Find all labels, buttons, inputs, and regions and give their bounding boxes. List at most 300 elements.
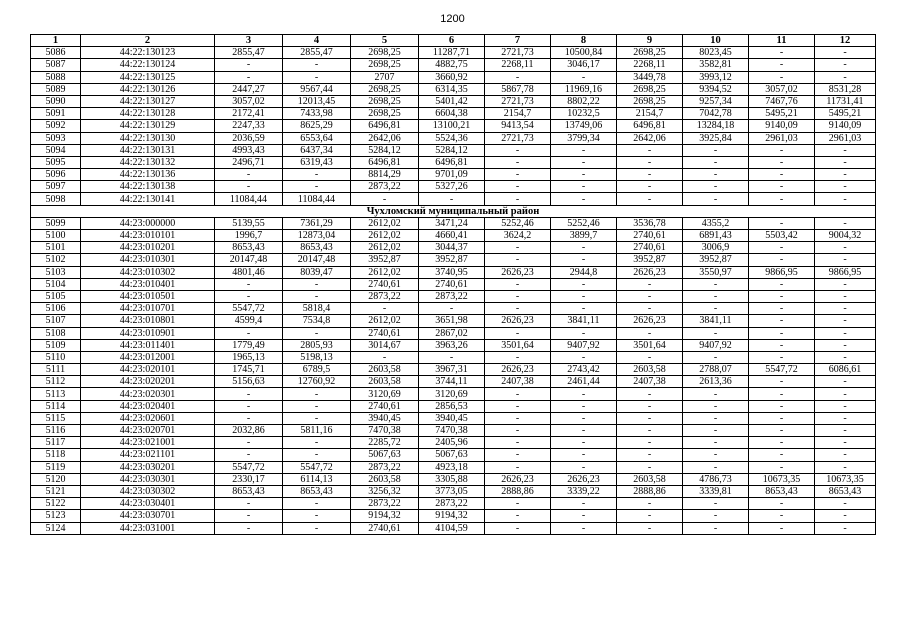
- table-cell: -: [749, 388, 815, 400]
- table-cell: -: [815, 351, 876, 363]
- table-cell: -: [283, 71, 351, 83]
- table-cell: -: [551, 290, 617, 302]
- table-cell: -: [617, 412, 683, 424]
- table-cell: 44:23:020101: [81, 364, 215, 376]
- table-cell: 2740,61: [419, 278, 485, 290]
- table-row: [31, 59, 876, 71]
- table-cell: 5101: [31, 242, 81, 254]
- table-cell: 2698,25: [351, 95, 419, 107]
- table-cell: -: [617, 193, 683, 205]
- table-cell: -: [815, 169, 876, 181]
- table-cell: 44:22:130126: [81, 83, 215, 95]
- table-cell: -: [551, 400, 617, 412]
- table-cell: -: [617, 181, 683, 193]
- table-row: [31, 254, 876, 266]
- table-cell: -: [749, 71, 815, 83]
- table-cell: -: [485, 156, 551, 168]
- table-cell: -: [215, 510, 283, 522]
- table-row: [31, 315, 876, 327]
- table-cell: 3582,81: [683, 59, 749, 71]
- table-cell: -: [683, 303, 749, 315]
- table-cell: 8814,29: [351, 169, 419, 181]
- table-cell: 6496,81: [419, 156, 485, 168]
- table-cell: 2721,73: [485, 47, 551, 59]
- table-cell: 13749,06: [551, 120, 617, 132]
- table-cell: 44:23:030201: [81, 461, 215, 473]
- table-cell: -: [215, 181, 283, 193]
- section-row: [31, 205, 876, 217]
- table-row: [31, 449, 876, 461]
- table-cell: 3471,24: [419, 217, 485, 229]
- table-cell: -: [351, 303, 419, 315]
- table-cell: -: [215, 388, 283, 400]
- table-cell: 11969,16: [551, 83, 617, 95]
- table-cell: 44:22:130127: [81, 95, 215, 107]
- table-cell: -: [815, 510, 876, 522]
- table-cell: 2613,36: [683, 376, 749, 388]
- table-row: [31, 388, 876, 400]
- column-header: 3: [215, 35, 283, 47]
- table-cell: -: [485, 254, 551, 266]
- table-cell: -: [749, 181, 815, 193]
- table-cell: 3952,87: [617, 254, 683, 266]
- table-row: [31, 144, 876, 156]
- table-cell: 2036,59: [215, 132, 283, 144]
- table-cell: 44:23:010501: [81, 290, 215, 302]
- table-cell: 4882,75: [419, 59, 485, 71]
- table-cell: 2626,23: [485, 266, 551, 278]
- table-cell: 44:22:130131: [81, 144, 215, 156]
- table-cell: 6496,81: [351, 156, 419, 168]
- table-cell: 2698,25: [617, 47, 683, 59]
- table-cell: 2642,06: [617, 132, 683, 144]
- table-cell: 44:23:031001: [81, 522, 215, 534]
- table-cell: -: [749, 522, 815, 534]
- table-row: [31, 510, 876, 522]
- table-cell: 6114,13: [283, 473, 351, 485]
- table-header: [31, 35, 876, 47]
- table-cell: -: [419, 193, 485, 205]
- table-cell: -: [815, 193, 876, 205]
- table-cell: -: [749, 47, 815, 59]
- table-cell: -: [683, 510, 749, 522]
- table-cell: -: [617, 425, 683, 437]
- table-cell: 44:22:130136: [81, 169, 215, 181]
- table-cell: 2172,41: [215, 108, 283, 120]
- table-cell: 5090: [31, 95, 81, 107]
- table-cell: 3057,02: [215, 95, 283, 107]
- table-cell: 44:22:130130: [81, 132, 215, 144]
- table-cell: 2626,23: [617, 266, 683, 278]
- table-cell: 2740,61: [617, 230, 683, 242]
- table-cell: 9567,44: [283, 83, 351, 95]
- section-heading-group: [31, 205, 876, 217]
- column-header: 9: [617, 35, 683, 47]
- table-cell: 2740,61: [351, 400, 419, 412]
- table-cell: 5105: [31, 290, 81, 302]
- table-cell: 4993,43: [215, 144, 283, 156]
- table-cell: 2626,23: [485, 473, 551, 485]
- table-cell: 3940,45: [351, 412, 419, 424]
- table-row: [31, 83, 876, 95]
- table-cell: 5087: [31, 59, 81, 71]
- table-cell: -: [485, 303, 551, 315]
- table-cell: 2612,02: [351, 230, 419, 242]
- table-cell: -: [815, 376, 876, 388]
- table-cell: 44:23:030401: [81, 498, 215, 510]
- column-header: 8: [551, 35, 617, 47]
- table-cell: 3550,97: [683, 266, 749, 278]
- table-cell: -: [215, 449, 283, 461]
- table-cell: 2698,25: [617, 95, 683, 107]
- table-cell: 2285,72: [351, 437, 419, 449]
- table-cell: 4599,4: [215, 315, 283, 327]
- table-cell: 2612,02: [351, 242, 419, 254]
- table-cell: -: [551, 254, 617, 266]
- table-cell: 6604,38: [419, 108, 485, 120]
- table-cell: 5106: [31, 303, 81, 315]
- table-cell: -: [815, 181, 876, 193]
- table-cell: 5109: [31, 339, 81, 351]
- table-cell: -: [215, 59, 283, 71]
- table-cell: -: [815, 290, 876, 302]
- table-cell: 3256,32: [351, 485, 419, 497]
- table-cell: -: [485, 449, 551, 461]
- table-cell: 2407,38: [617, 376, 683, 388]
- table-row: [31, 498, 876, 510]
- table-row: [31, 266, 876, 278]
- table-cell: -: [283, 327, 351, 339]
- table-cell: 2873,22: [351, 461, 419, 473]
- table-cell: -: [551, 412, 617, 424]
- table-cell: -: [215, 400, 283, 412]
- table-cell: -: [749, 254, 815, 266]
- table-cell: -: [215, 290, 283, 302]
- table-cell: 44:23:011401: [81, 339, 215, 351]
- table-cell: 5114: [31, 400, 81, 412]
- table-cell: -: [683, 437, 749, 449]
- table-cell: 44:23:010701: [81, 303, 215, 315]
- table-cell: -: [617, 278, 683, 290]
- table-cell: 2405,96: [419, 437, 485, 449]
- table-cell: -: [215, 71, 283, 83]
- table-cell: -: [749, 412, 815, 424]
- table-row: [31, 303, 876, 315]
- table-cell: -: [683, 327, 749, 339]
- table-row: [31, 376, 876, 388]
- table-cell: 1996,7: [215, 230, 283, 242]
- header-row: [31, 35, 876, 47]
- table-row: [31, 278, 876, 290]
- table-cell: 5107: [31, 315, 81, 327]
- table-cell: -: [551, 351, 617, 363]
- table-cell: 5093: [31, 132, 81, 144]
- table-cell: 8039,47: [283, 266, 351, 278]
- table-cell: 2873,22: [351, 181, 419, 193]
- table-cell: 5067,63: [351, 449, 419, 461]
- table-cell: 8625,29: [283, 120, 351, 132]
- table-cell: 9194,32: [351, 510, 419, 522]
- table-cell: 2154,7: [617, 108, 683, 120]
- table-cell: -: [683, 193, 749, 205]
- table-cell: -: [551, 461, 617, 473]
- table-cell: 44:23:000000: [81, 217, 215, 229]
- table-cell: -: [551, 193, 617, 205]
- table-cell: 3014,67: [351, 339, 419, 351]
- table-cell: -: [749, 400, 815, 412]
- table-cell: 2721,73: [485, 132, 551, 144]
- table-cell: 44:23:010401: [81, 278, 215, 290]
- table-cell: -: [551, 278, 617, 290]
- column-header: 11: [749, 35, 815, 47]
- table-cell: 5116: [31, 425, 81, 437]
- table-cell: 1745,71: [215, 364, 283, 376]
- table-cell: 5119: [31, 461, 81, 473]
- table-cell: -: [419, 351, 485, 363]
- table-cell: -: [485, 169, 551, 181]
- table-cell: 2888,86: [485, 485, 551, 497]
- table-cell: 5088: [31, 71, 81, 83]
- column-header: 4: [283, 35, 351, 47]
- table-cell: 7534,8: [283, 315, 351, 327]
- table-cell: 2603,58: [617, 364, 683, 376]
- table-cell: 9140,09: [749, 120, 815, 132]
- table-cell: -: [283, 290, 351, 302]
- table-row: [31, 169, 876, 181]
- table-cell: 3006,9: [683, 242, 749, 254]
- table-cell: -: [683, 425, 749, 437]
- table-cell: -: [551, 181, 617, 193]
- table-cell: 20147,48: [283, 254, 351, 266]
- table-cell: 5867,78: [485, 83, 551, 95]
- table-cell: 44:23:020601: [81, 412, 215, 424]
- table-cell: -: [283, 400, 351, 412]
- table-cell: 5099: [31, 217, 81, 229]
- table-cell: -: [815, 449, 876, 461]
- table-row: [31, 193, 876, 205]
- table-cell: 2873,22: [419, 290, 485, 302]
- table-cell: 7470,38: [419, 425, 485, 437]
- table-cell: -: [283, 169, 351, 181]
- column-header: 1: [31, 35, 81, 47]
- table-cell: 3967,31: [419, 364, 485, 376]
- table-cell: -: [749, 437, 815, 449]
- table-cell: -: [683, 181, 749, 193]
- table-cell: 6086,61: [815, 364, 876, 376]
- table-cell: 1965,13: [215, 351, 283, 363]
- table-cell: -: [551, 437, 617, 449]
- table-cell: 9257,34: [683, 95, 749, 107]
- table-cell: -: [485, 278, 551, 290]
- table-cell: 5547,72: [215, 461, 283, 473]
- table-cell: -: [215, 412, 283, 424]
- table-cell: 44:23:010301: [81, 254, 215, 266]
- table-cell: -: [749, 449, 815, 461]
- table-cell: 9701,09: [419, 169, 485, 181]
- table-cell: 5102: [31, 254, 81, 266]
- table-cell: 2944,8: [551, 266, 617, 278]
- table-row: [31, 485, 876, 497]
- table-cell: -: [749, 498, 815, 510]
- table-cell: -: [749, 315, 815, 327]
- table-cell: -: [215, 327, 283, 339]
- table-cell: 44:23:020401: [81, 400, 215, 412]
- table-cell: 3841,11: [551, 315, 617, 327]
- table-cell: 3952,87: [419, 254, 485, 266]
- table-cell: 5327,26: [419, 181, 485, 193]
- table-cell: -: [485, 461, 551, 473]
- table-cell: 9004,32: [815, 230, 876, 242]
- table-cell: -: [617, 388, 683, 400]
- table-cell: -: [617, 290, 683, 302]
- column-header: 2: [81, 35, 215, 47]
- table-cell: 3046,17: [551, 59, 617, 71]
- table-cell: -: [283, 498, 351, 510]
- table-cell: 2268,11: [485, 59, 551, 71]
- table-cell: 3501,64: [485, 339, 551, 351]
- table-cell: -: [551, 327, 617, 339]
- table-cell: 2873,22: [419, 498, 485, 510]
- table-cell: 44:23:030302: [81, 485, 215, 497]
- table-cell: -: [815, 400, 876, 412]
- table-cell: 5124: [31, 522, 81, 534]
- table-cell: -: [683, 498, 749, 510]
- table-cell: 3044,37: [419, 242, 485, 254]
- table-row: [31, 120, 876, 132]
- table-cell: 44:23:020201: [81, 376, 215, 388]
- table-cell: -: [815, 412, 876, 424]
- table-row: [31, 473, 876, 485]
- table-cell: 2961,03: [815, 132, 876, 144]
- table-cell: 8653,43: [215, 242, 283, 254]
- table-cell: -: [683, 351, 749, 363]
- table-cell: 3305,88: [419, 473, 485, 485]
- table-cell: -: [551, 242, 617, 254]
- table-cell: 44:22:130123: [81, 47, 215, 59]
- table-cell: -: [815, 144, 876, 156]
- table-cell: 6496,81: [617, 120, 683, 132]
- table-cell: -: [815, 217, 876, 229]
- table-cell: 2856,53: [419, 400, 485, 412]
- table-cell: 10232,5: [551, 108, 617, 120]
- table-cell: 5156,63: [215, 376, 283, 388]
- table-cell: 44:23:021101: [81, 449, 215, 461]
- table-cell: 11084,44: [215, 193, 283, 205]
- table-cell: 6314,35: [419, 83, 485, 95]
- table-cell: -: [283, 388, 351, 400]
- table-cell: 8802,22: [551, 95, 617, 107]
- table-body-kostroma-district: [31, 47, 876, 205]
- table-cell: 3339,81: [683, 485, 749, 497]
- table-cell: 5117: [31, 437, 81, 449]
- table-cell: -: [815, 522, 876, 534]
- table-cell: 2447,27: [215, 83, 283, 95]
- table-cell: -: [617, 510, 683, 522]
- table-cell: -: [815, 59, 876, 71]
- table-row: [31, 522, 876, 534]
- table-cell: 4355,2: [683, 217, 749, 229]
- table-cell: -: [617, 400, 683, 412]
- table-cell: 2721,73: [485, 95, 551, 107]
- table-cell: 1779,49: [215, 339, 283, 351]
- table-row: [31, 47, 876, 59]
- table-cell: 44:22:130124: [81, 59, 215, 71]
- table-cell: 6437,34: [283, 144, 351, 156]
- table-cell: 2032,86: [215, 425, 283, 437]
- table-cell: 44:23:010201: [81, 242, 215, 254]
- table-cell: -: [551, 498, 617, 510]
- table-cell: 5104: [31, 278, 81, 290]
- table-row: [31, 290, 876, 302]
- table-cell: -: [283, 278, 351, 290]
- table-cell: 3940,45: [419, 412, 485, 424]
- table-cell: 12013,45: [283, 95, 351, 107]
- table-row: [31, 181, 876, 193]
- table-cell: 5108: [31, 327, 81, 339]
- column-header: 12: [815, 35, 876, 47]
- table-cell: 5094: [31, 144, 81, 156]
- table-row: [31, 364, 876, 376]
- table-cell: 3740,95: [419, 266, 485, 278]
- table-cell: -: [485, 412, 551, 424]
- table-cell: -: [485, 425, 551, 437]
- table-cell: 12873,04: [283, 230, 351, 242]
- table-row: [31, 437, 876, 449]
- table-cell: 3057,02: [749, 83, 815, 95]
- table-cell: 9413,54: [485, 120, 551, 132]
- table-cell: -: [749, 169, 815, 181]
- table-cell: -: [749, 242, 815, 254]
- table-cell: 5118: [31, 449, 81, 461]
- table-cell: 5547,72: [749, 364, 815, 376]
- table-cell: 3952,87: [351, 254, 419, 266]
- table-cell: -: [551, 510, 617, 522]
- table-cell: -: [815, 278, 876, 290]
- table-cell: 3744,11: [419, 376, 485, 388]
- table-cell: 6553,64: [283, 132, 351, 144]
- table-cell: 44:23:021001: [81, 437, 215, 449]
- table-cell: -: [749, 327, 815, 339]
- column-header: 6: [419, 35, 485, 47]
- table-cell: -: [283, 181, 351, 193]
- table-cell: -: [683, 388, 749, 400]
- table-cell: -: [749, 425, 815, 437]
- table-cell: -: [683, 156, 749, 168]
- table-cell: 4923,18: [419, 461, 485, 473]
- table-cell: 5086: [31, 47, 81, 59]
- table-cell: 3339,22: [551, 485, 617, 497]
- table-cell: 2612,02: [351, 217, 419, 229]
- table-cell: 5091: [31, 108, 81, 120]
- table-cell: 5524,36: [419, 132, 485, 144]
- table-row: [31, 95, 876, 107]
- table-cell: 5115: [31, 412, 81, 424]
- table-cell: 2698,25: [351, 83, 419, 95]
- table-cell: 10673,35: [815, 473, 876, 485]
- table-row: [31, 242, 876, 254]
- table-cell: 9394,52: [683, 83, 749, 95]
- table-cell: 2855,47: [215, 47, 283, 59]
- table-cell: 5121: [31, 485, 81, 497]
- table-cell: 5495,21: [815, 108, 876, 120]
- table-row: [31, 339, 876, 351]
- table-cell: 2888,86: [617, 485, 683, 497]
- table-cell: 44:23:010302: [81, 266, 215, 278]
- table-cell: 9407,92: [551, 339, 617, 351]
- table-cell: -: [551, 156, 617, 168]
- table-cell: 44:22:130132: [81, 156, 215, 168]
- table-cell: -: [215, 437, 283, 449]
